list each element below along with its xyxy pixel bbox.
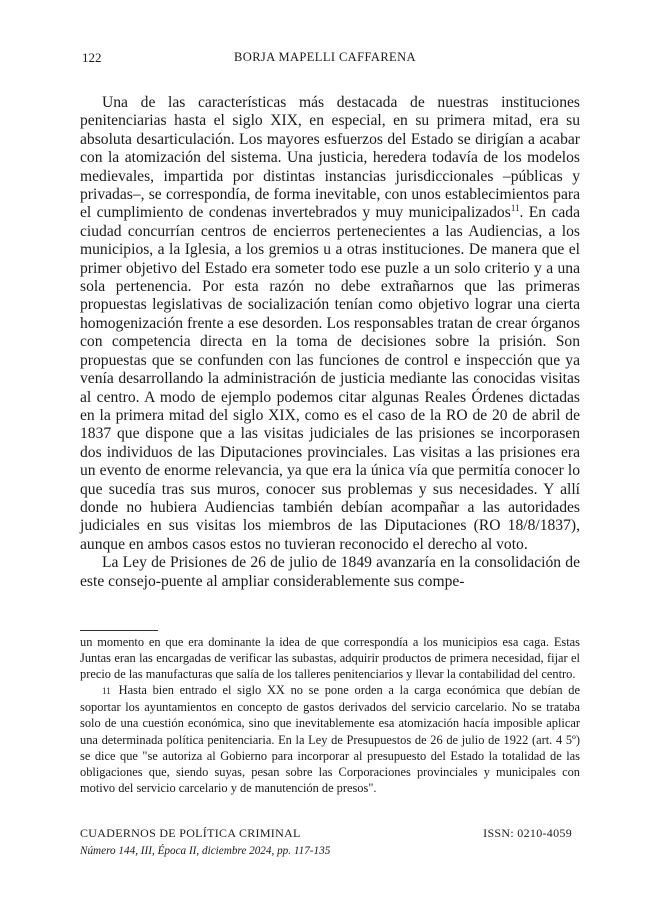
paragraph-text: Una de las características más destacada de nuestras instituciones penitenciarias hasta el siglo XIX, en especial, en su primera mitad, era su absoluta desarticulación. Los mayores esfuerzos del Estado se dirigían a acabar con la atomización del sistema. Una justicia, heredera todavía de los modelos medievales, impartida por distintas instancias jurisdiccionales –públicas y privadas–, se correspondía, de forma inevitable, con unos establecimientos para el cumplimiento de condenas invertebrados y muy municipalizados	[80, 94, 580, 222]
issn: ISSN: 0210-4059	[483, 826, 572, 840]
main-text	[80, 94, 580, 591]
paragraph: La Ley de Prisiones de 26 de julio de 1849 avanzaría en la consolidación de este consejo-puente al ampliar considerablemente sus compe-	[80, 554, 580, 590]
footnote-reference: 11	[510, 203, 520, 214]
running-head-author: BORJA MAPELLI CAFFARENA	[234, 50, 416, 64]
footnote-11	[80, 682, 580, 796]
page-number: 122	[82, 50, 102, 65]
paragraph-text: . En cada ciudad concurrían centros de encierros pertenecientes a las Audiencias, a los municipios, a la Iglesia, a los gremios u a otras instituciones. De manera que el primer objetivo del Estado era someter todo ese puzle a un solo criterio y a una sola pertenencia. Por esta razón no debe extrañarnos que las primeras propuestas legislativas de socialización tenían como objetivo lograr una cierta homogenización frente a ese desorden. Los responsables tratan de crear órganos con competencia directa en la toma de decisiones sobre la prisión. Son propuestas que se confunden con las funciones de control e inspección que ya venía desarrollando la administración de justicia mediante las conocidas visitas al centro. A modo de ejemplo podemos citar algunas Reales Órdenes dictadas en la primera mitad del siglo XIX, como es el caso de la RO de 20 de abril de 1837 que dispone que a las visitas judiciales de las prisiones se incorporasen dos individuos de las Diputaciones provinciales. Las visitas a las prisiones era un evento de enorme relevancia, ya que era la única vía que permitía conocer lo que sucedía tras sus muros, conocer sus problemas y sus necesidades. Y allí donde no hubiera Audiencias también debían acompañar a las autoridades judiciales en sus visitas los miembros de las Diputaciones (RO 18/8/1837), aunque en ambos casos estos no tuvieran reconocido el derecho al voto.	[80, 204, 581, 553]
footnote-separator	[80, 630, 158, 631]
issue-info: Número 144, III, Época II, diciembre 2024, pp. 117-135	[80, 845, 331, 857]
footnote-text: Hasta bien entrado el siglo XX no se pone orden a la carga económica que debían de soportar los ayuntamientos en concepto de gastos derivados del servicio carcelario. No se trataba solo de una cuestión económica, sino que inevitablemente esa atomización hacía imposible aplicar una determinada política penitenciaria. En la Ley de Presupuestos de 26 de julio de 1922 (art. 4 5º) se dice que "se autoriza al Gobierno para incorporar al presupuesto del Estado la totalidad de las obligaciones que, siendo suyas, pesan sobre las Corporaciones provinciales y municipales con motivo del servicio carcelario y de manutención de presos".	[80, 683, 580, 795]
journal-name: CUADERNOS DE POLÍTICA CRIMINAL	[80, 826, 301, 840]
footnotes	[80, 634, 580, 796]
paragraph	[80, 94, 580, 554]
footnote-number: 11	[102, 686, 111, 697]
footnote-continuation: un momento en que era dominante la idea de que correspondía a los municipios esa caga. Estas Juntas eran las encargadas de verificar las subastas, adquirir productos de primera necesidad, fijar el precio de las manufacturas que salía de los talleres penitenciarios y llevar la contabilidad del centro.	[80, 635, 580, 682]
